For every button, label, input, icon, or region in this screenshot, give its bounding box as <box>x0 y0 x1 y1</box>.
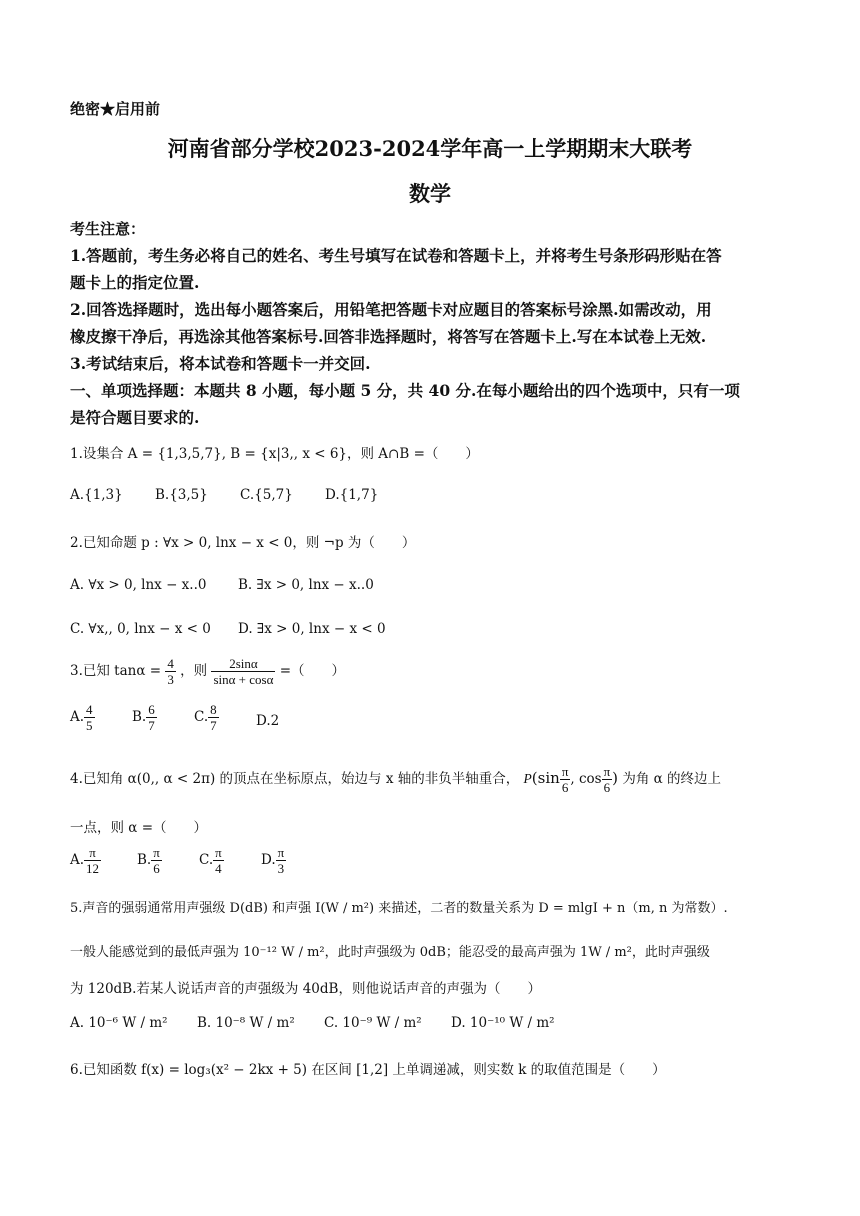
question-1-option-d: D.{1,7} <box>325 487 379 503</box>
fraction-denominator: 6 <box>561 780 569 795</box>
notice-line-1: 1.答题前，考生务必将自己的姓名、考生号填写在试卷和答题卡上，并将考生号条形码形贴在答 <box>70 246 722 265</box>
option-label: C. <box>194 709 209 725</box>
option-label: A. <box>70 852 85 868</box>
fraction-denominator: 6 <box>153 861 160 876</box>
question-4-text-a: 4.已知角 α(0,, α < 2π) 的顶点在坐标原点，始边与 x 轴的非负半轴重合， <box>70 771 520 787</box>
question-5-option-b: B. 10⁻⁸ W / m² <box>197 1015 295 1031</box>
question-5-line-2: 一般人能感觉到的最低声强为 10⁻¹² W / m²，此时声强级为 0dB；能忍受的最高声强为 1W / m²，此时声强级 <box>70 945 710 960</box>
fraction-denominator: 7 <box>210 718 217 733</box>
option-label: C. <box>199 852 214 868</box>
question-5-line-1: 5.声音的强弱通常用声强级 D(dB) 和声强 I(W / m²) 来描述，二者的数量关系为 D = mlgI + n（m, n 为常数）. <box>70 901 728 916</box>
fraction-denominator: 6 <box>603 780 611 795</box>
question-4-line-1 <box>70 764 721 795</box>
question-4-option-c <box>199 845 224 876</box>
option-fraction <box>213 845 224 876</box>
option-label: A. <box>70 709 85 725</box>
question-1-stem: 1.设集合 A = {1,3,5,7}, B = {x|3,, x < 6}，则 A∩B =（ ） <box>70 446 479 462</box>
fraction-numerator: π <box>561 764 569 779</box>
option-fraction <box>276 845 287 876</box>
fraction-numerator: 4 <box>167 656 174 671</box>
question-1-option-a: A.{1,3} <box>70 487 123 503</box>
option-fraction <box>84 702 95 733</box>
option-fraction <box>146 702 157 733</box>
notice-heading: 考生注意： <box>70 220 146 238</box>
option-fraction <box>84 845 101 876</box>
exam-title: 河南省部分学校2023-2024学年高一上学期期末大联考 <box>167 136 693 161</box>
question-4-option-b <box>137 845 162 876</box>
notice-line-2: 题卡上的指定位置. <box>70 273 200 292</box>
question-6-stem: 6.已知函数 f(x) = log₃(x² − 2kx + 5) 在区间 [1,2] 上单调递减，则实数 k 的取值范围是（ ） <box>70 1062 666 1078</box>
notice-line-3: 2.回答选择题时，选出每小题答案后，用铅笔把答题卡对应题目的答案标号涂黑.如需改动，用 <box>70 300 712 319</box>
fraction-numerator: 6 <box>148 702 155 717</box>
question-5-option-a: A. 10⁻⁶ W / m² <box>70 1015 168 1031</box>
fraction-numerator: 8 <box>210 702 217 717</box>
question-3-stem <box>70 656 345 687</box>
fraction-numerator: π <box>277 845 285 860</box>
cos-label: , cos <box>570 771 602 787</box>
fraction-denominator: 12 <box>86 861 100 876</box>
fraction-denominator: 3 <box>167 672 174 687</box>
section-heading-line-2: 是符合题目要求的. <box>70 408 200 427</box>
question-3-suffix: =（ ） <box>279 663 346 679</box>
question-2-option-a: A. ∀x > 0, lnx − x..0 <box>70 577 207 593</box>
fraction-numerator: 2sinα <box>211 656 275 672</box>
question-2-option-c: C. ∀x,, 0, lnx − x < 0 <box>70 621 211 637</box>
question-4-option-d <box>261 845 286 876</box>
question-3-option-d: D.2 <box>256 713 280 729</box>
paren-open: (sin <box>531 769 560 787</box>
cos-fraction <box>602 764 613 795</box>
fraction-denominator: 7 <box>148 718 155 733</box>
option-fraction <box>208 702 219 733</box>
point-label: P <box>523 771 532 786</box>
question-3-option-a <box>70 702 95 733</box>
fraction-numerator: π <box>603 764 611 779</box>
option-label: B. <box>137 852 152 868</box>
fraction-numerator: π <box>215 845 222 860</box>
notice-line-4: 橡皮擦干净后，再选涂其他答案标号.回答非选择题时，将答写在答题卡上.写在本试卷上无效. <box>70 327 707 346</box>
question-3-option-b <box>132 702 157 733</box>
exam-subject: 数学 <box>409 181 451 206</box>
confidential-mark: 绝密★启用前 <box>70 100 161 118</box>
question-5-option-c: C. 10⁻⁹ W / m² <box>324 1015 422 1031</box>
question-3-given-fraction <box>165 656 176 687</box>
fraction-numerator: π <box>153 845 160 860</box>
section-heading-line-1: 一、单项选择题：本题共 8 小题，每小题 5 分，共 40 分.在每小题给出的四个选项中，只有一项 <box>70 381 740 400</box>
question-1-option-c: C.{5,7} <box>240 487 293 503</box>
question-4-text-b: 为角 α 的终边上 <box>622 771 722 787</box>
paren-close: ) <box>612 769 619 787</box>
question-2-option-d: D. ∃x > 0, lnx − x < 0 <box>238 621 386 637</box>
question-4-option-a <box>70 845 101 876</box>
question-5-line-3: 为 120dB.若某人说话声音的声强级为 40dB，则他说话声音的声强为（ ） <box>70 981 541 997</box>
fraction-denominator: 3 <box>277 861 285 876</box>
question-3-expression-fraction <box>211 656 275 687</box>
question-2-stem: 2.已知命题 p : ∀x > 0, lnx − x < 0，则 ¬p 为（ ） <box>70 535 416 551</box>
fraction-numerator: 4 <box>86 702 93 717</box>
option-fraction <box>151 845 162 876</box>
fraction-numerator: π <box>84 845 101 861</box>
question-3-mid: ，则 <box>180 663 208 679</box>
question-4-line-2: 一点，则 α =（ ） <box>70 820 208 836</box>
option-label: B. <box>132 709 147 725</box>
sin-fraction <box>560 764 571 795</box>
question-5-option-d: D. 10⁻¹⁰ W / m² <box>451 1015 555 1031</box>
option-label: D. <box>261 852 276 868</box>
question-1-option-b: B.{3,5} <box>155 487 208 503</box>
fraction-denominator: sinα + cosα <box>213 672 274 687</box>
question-2-option-b: B. ∃x > 0, lnx − x..0 <box>238 577 374 593</box>
question-3-prefix: 3.已知 tanα = <box>70 663 162 679</box>
question-3-option-c <box>194 702 219 733</box>
fraction-denominator: 4 <box>215 861 222 876</box>
notice-line-5: 3.考试结束后，将本试卷和答题卡一并交回. <box>70 354 371 373</box>
fraction-denominator: 5 <box>86 718 93 733</box>
